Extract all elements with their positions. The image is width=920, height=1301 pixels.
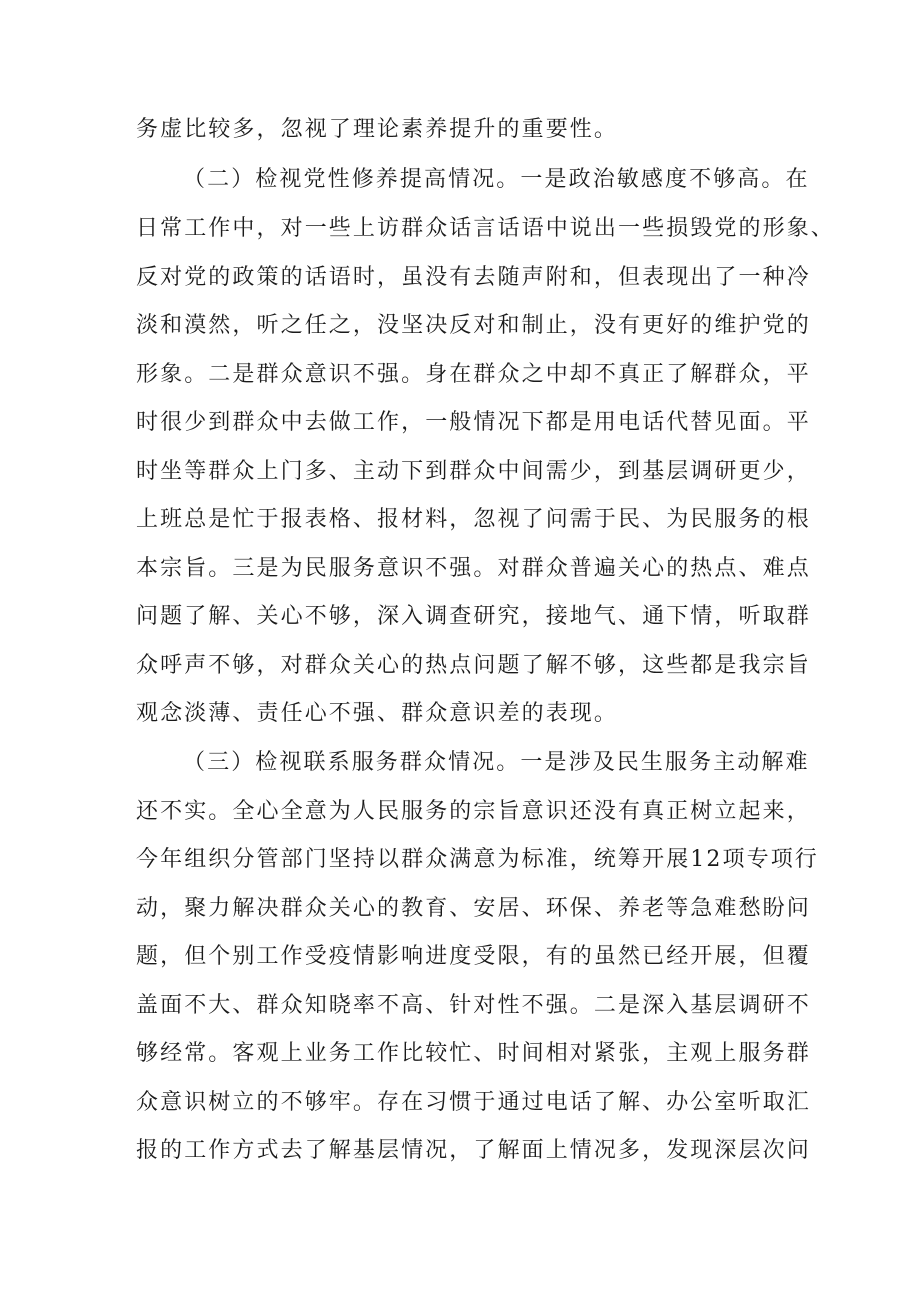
text-line: 还不实。全心全意为人民服务的宗旨意识还没有真正树立起来， <box>136 799 811 824</box>
text-line: 盖面不大、群众知晓率不高、针对性不强。二是深入基层调研不 <box>136 993 811 1018</box>
text-line: 时很少到群众中去做工作，一般情况下都是用电话代替见面。平 <box>136 410 811 435</box>
text-line: 本宗旨。三是为民服务意识不强。对群众普遍关心的热点、难点 <box>136 556 811 581</box>
text-line: 问题了解、关心不够，深入调查研究，接地气、通下情，听取群 <box>136 604 811 629</box>
text-line: 众意识树立的不够牢。存在习惯于通过电话了解、办公室听取汇 <box>136 1090 811 1115</box>
text-line: 动，聚力解决群众关心的教育、安居、环保、养老等急难愁盼问 <box>136 896 811 921</box>
text-line: 够经常。客观上业务工作比较忙、时间相对紧张，主观上服务群 <box>136 1041 811 1066</box>
text-line: 日常工作中，对一些上访群众话言话语中说出一些损毁党的形象、 <box>136 216 835 241</box>
text-line: 今年组织分管部门坚持以群众满意为标准，统筹开展12项专项行 <box>136 847 819 872</box>
text-line: 反对党的政策的话语时，虽没有去随声附和，但表现出了一种冷 <box>136 265 811 290</box>
text-line: 题，但个别工作受疫情影响进度受限，有的虽然已经开展，但覆 <box>136 944 811 969</box>
text-line: 时坐等群众上门多、主动下到群众中间需少，到基层调研更少， <box>136 459 811 484</box>
text-line: 上班总是忙于报表格、报材料，忽视了问需于民、为民服务的根 <box>136 507 811 532</box>
text-line: 众呼声不够，对群众关心的热点问题了解不够，这些都是我宗旨 <box>136 653 811 678</box>
section-heading-line: （二）检视党性修养提高情况。一是政治敏感度不够高。在 <box>183 167 810 192</box>
section-heading-line: （三）检视联系服务群众情况。一是涉及民生服务主动解难 <box>183 750 810 775</box>
text-line: 淡和漠然，听之任之，没坚决反对和制止，没有更好的维护党的 <box>136 313 811 338</box>
text-line: 报的工作方式去了解基层情况，了解面上情况多，发现深层次问 <box>136 1138 811 1163</box>
text-line: 务虚比较多，忽视了理论素养提升的重要性。 <box>136 117 619 142</box>
text-line: 观念淡薄、责任心不强、群众意识差的表现。 <box>136 701 619 726</box>
text-line: 形象。二是群众意识不强。身在群众之中却不真正了解群众，平 <box>136 362 811 387</box>
